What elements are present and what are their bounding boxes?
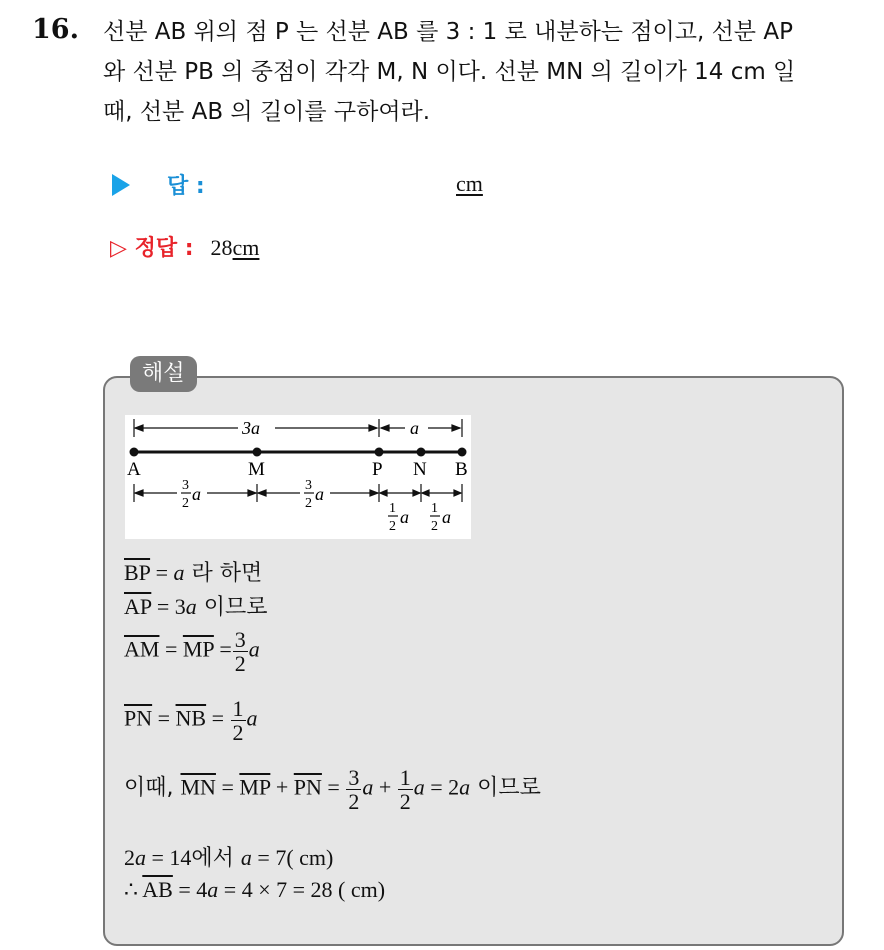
point-label: B	[455, 459, 468, 480]
fraction-variable: a	[400, 507, 409, 527]
fraction: $\frac{1}{2}$	[399, 765, 411, 815]
solution-line-5: 이때, $\overline{MN} = \overline{MP} + \overline{PN}$ = $\frac{3}{2}$ a + $\frac{1}{2}$ a = 2a 이므로	[124, 765, 541, 815]
top-label: a	[410, 418, 419, 438]
solution-line-6: 2a = 14에서 a = 7( cm)	[124, 845, 334, 871]
point-label: N	[413, 459, 427, 480]
solution-line-2: $\overline{AP} = 3a$ 이므로	[124, 594, 268, 620]
fraction: $\frac{3}{2}$	[234, 627, 246, 677]
fraction-variable: a	[315, 484, 324, 504]
fraction-numerator: 1	[431, 501, 438, 516]
fraction-variable: a	[442, 507, 451, 527]
fraction-numerator: 3	[182, 478, 189, 493]
answer-row	[112, 169, 205, 200]
fraction-numerator: 1	[389, 501, 396, 516]
fraction-denominator: 2	[431, 519, 438, 534]
fraction-numerator: 3	[305, 478, 312, 493]
correct-answer-label: ▷ 정답 :	[110, 236, 194, 261]
question-line: 와 선분 PB 의 중점이 각각 M, N 이다. 선분 MN 의 길이가 14 cm 일	[103, 59, 796, 85]
top-label: 3a	[242, 418, 260, 438]
point-label: M	[248, 459, 265, 480]
explanation-tag: 해설	[130, 356, 197, 392]
solution-line-3: $\overline{AM} = \overline{MP}$ = $\frac{3}{2}$ a	[124, 627, 260, 677]
solution-line-1: $\overline{BP} = a$ 라 하면	[124, 560, 263, 586]
answer-unit: cm	[456, 171, 483, 196]
solution-line-4: $\overline{PN} = \overline{NB}$ = $\frac{1}{2}$ a	[124, 696, 258, 746]
fraction-denominator: 2	[305, 496, 312, 511]
point-label: P	[372, 459, 383, 480]
fraction: $\frac{3}{2}$	[348, 765, 360, 815]
correct-answer-row	[110, 231, 259, 262]
fraction-denominator: 2	[389, 519, 396, 534]
correct-answer-unit: cm	[232, 235, 260, 260]
correct-answer-value: 28	[210, 235, 233, 260]
question-text	[103, 12, 873, 132]
segment-diagram	[125, 415, 471, 539]
fraction-variable: a	[192, 484, 201, 504]
question-line: 때, 선분 AB 의 길이를 구하여라.	[103, 99, 431, 125]
fraction: $\frac{1}{2}$	[232, 696, 244, 746]
question-number: 16.	[32, 14, 79, 45]
point-label: A	[127, 459, 141, 480]
answer-label: 답 :	[167, 174, 205, 199]
fraction-denominator: 2	[182, 496, 189, 511]
play-triangle-icon	[112, 174, 130, 196]
question-line: 선분 AB 위의 점 P 는 선분 AB 를 3 : 1 로 내분하는 점이고, 선분 AP	[103, 19, 793, 45]
solution-line-7: ∴ $\overline{AB} = 4a = 4 \times 7 = 28$ ( cm)	[124, 877, 386, 902]
